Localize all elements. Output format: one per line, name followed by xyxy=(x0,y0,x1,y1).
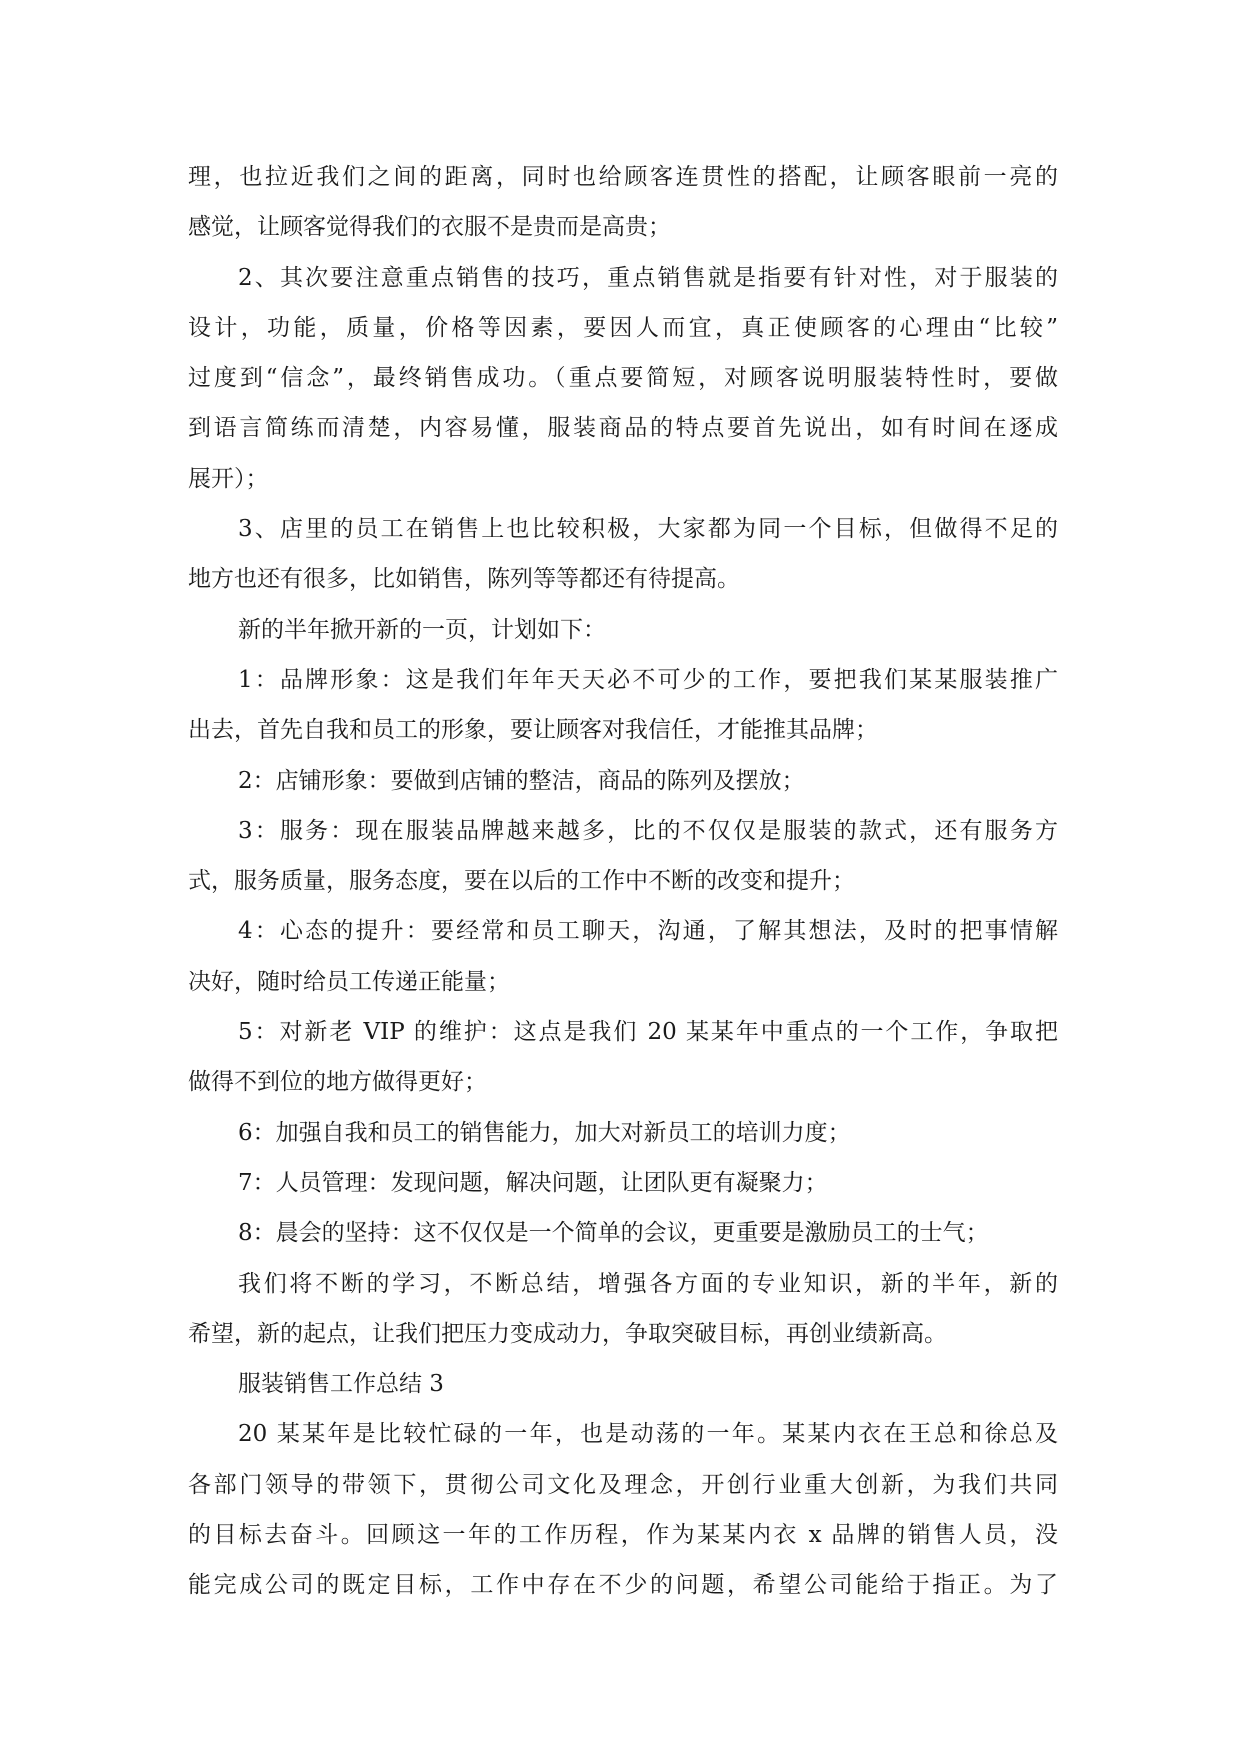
text-line: 新的半年掀开新的一页，计划如下： xyxy=(238,616,606,643)
text-line: 感觉，让顾客觉得我们的衣服不是贵而是高贵； xyxy=(188,214,671,241)
text-line: 地方也还有很多，比如销售，陈列等等都还有待提高。 xyxy=(188,566,740,593)
text-line: 5：对新老 VIP 的维护：这点是我们 20 某某年中重点的一个工作，争取把 xyxy=(238,1019,1058,1046)
text-line: 到语言简练而清楚，内容易懂，服装商品的特点要首先说出，如有时间在逐成 xyxy=(188,415,1058,442)
text-line: 2：店铺形象：要做到店铺的整洁，商品的陈列及摆放； xyxy=(238,767,805,794)
text-line: 的目标去奋斗。回顾这一年的工作历程，作为某某内衣 x 品牌的销售人员，没 xyxy=(188,1522,1058,1549)
section-heading: 服装销售工作总结 3 xyxy=(238,1371,444,1398)
text-line: 1：品牌形象：这是我们年年天天必不可少的工作，要把我们某某服装推广 xyxy=(238,666,1058,693)
text-line: 各部门领导的带领下，贯彻公司文化及理念，开创行业重大创新，为我们共同 xyxy=(188,1471,1058,1498)
text-line: 能完成公司的既定目标，工作中存在不少的问题，希望公司能给于指正。为了 xyxy=(188,1572,1058,1599)
text-line: 3、店里的员工在销售上也比较积极，大家都为同一个目标，但做得不足的 xyxy=(238,516,1058,543)
text-line: 决好，随时给员工传递正能量； xyxy=(188,968,510,995)
text-line: 式，服务质量，服务态度，要在以后的工作中不断的改变和提升； xyxy=(188,868,855,895)
text-line: 设计，功能，质量，价格等因素，要因人而宜，真正使顾客的心理由“比较” xyxy=(188,314,1058,341)
text-line: 6：加强自我和员工的销售能力，加大对新员工的培训力度； xyxy=(238,1119,851,1146)
text-line: 我们将不断的学习，不断总结，增强各方面的专业知识，新的半年，新的 xyxy=(238,1270,1058,1297)
text-line: 2、其次要注意重点销售的技巧，重点销售就是指要有针对性，对于服装的 xyxy=(238,264,1058,291)
text-line: 希望，新的起点，让我们把压力变成动力，争取突破目标，再创业绩新高。 xyxy=(188,1320,947,1347)
text-line: 20 某某年是比较忙碌的一年，也是动荡的一年。某某内衣在王总和徐总及 xyxy=(238,1421,1058,1448)
text-line: 展开）； xyxy=(188,465,269,492)
text-line: 3：服务：现在服装品牌越来越多，比的不仅仅是服装的款式，还有服务方 xyxy=(238,817,1058,844)
text-line: 出去，首先自我和员工的形象，要让顾客对我信任，才能推其品牌； xyxy=(188,717,878,744)
text-line: 过度到“信念”，最终销售成功。（重点要简短，对顾客说明服装特性时，要做 xyxy=(188,365,1058,392)
text-line: 8：晨会的坚持：这不仅仅是一个简单的会议，更重要是激励员工的士气； xyxy=(238,1220,989,1247)
text-line: 4：心态的提升：要经常和员工聊天，沟通，了解其想法，及时的把事情解 xyxy=(238,918,1058,945)
text-line: 7：人员管理：发现问题，解决问题，让团队更有凝聚力； xyxy=(238,1169,828,1196)
document-body xyxy=(188,152,1058,1611)
text-line: 理，也拉近我们之间的距离，同时也给顾客连贯性的搭配，让顾客眼前一亮的 xyxy=(188,164,1058,190)
text-line: 做得不到位的地方做得更好； xyxy=(188,1069,487,1096)
